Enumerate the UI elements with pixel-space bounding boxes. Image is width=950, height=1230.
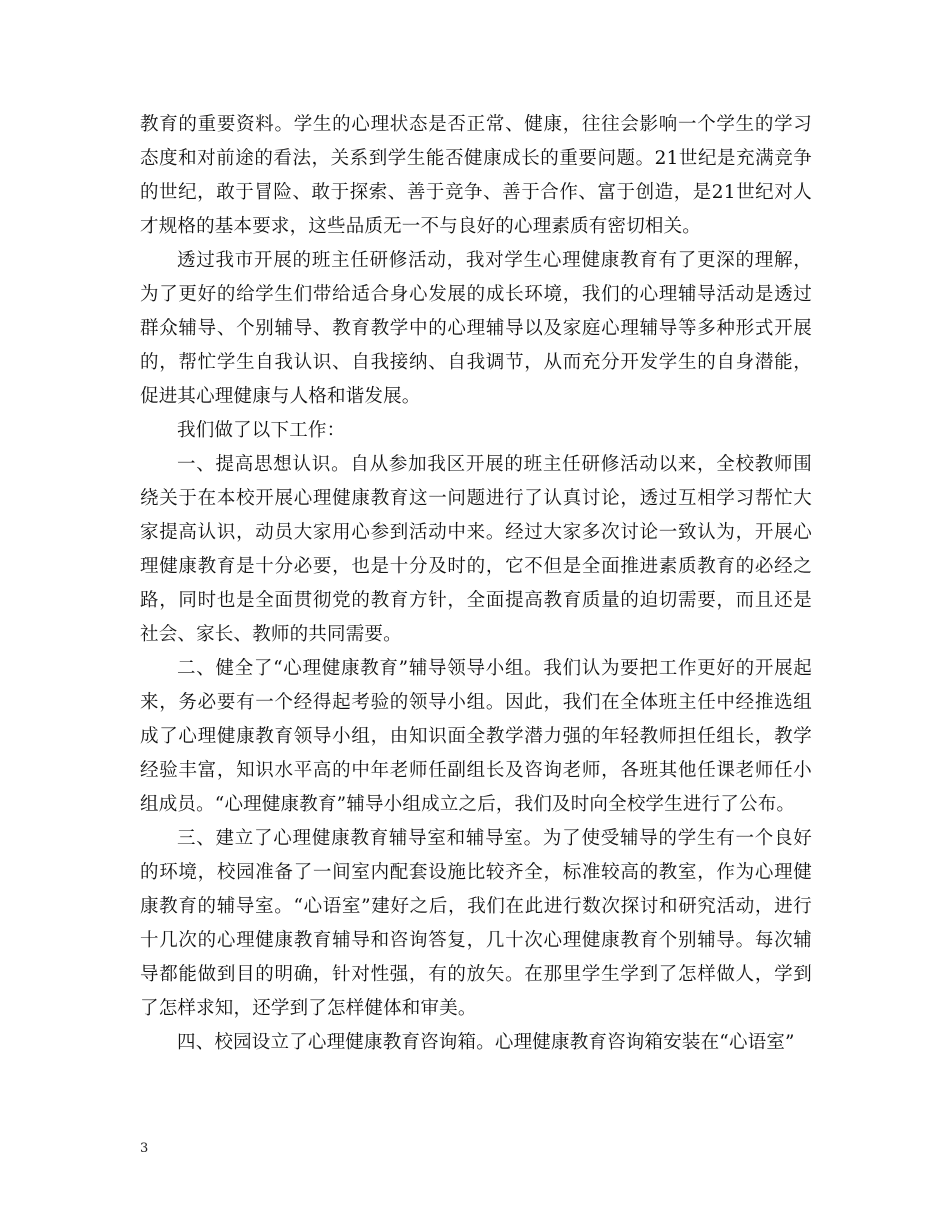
paragraph-1: 教育的重要资料。学生的心理状态是否正常、健康，往往会影响一个学生的学习态度和对前途的看法，关系到学生能否健康成长的重要问题。21世纪是充满竞争的世纪，敢于冒险、敢于探索、善于竞争、善于合作、富于创造，是21世纪对人才规格的基本要求，这些品质无一不与良好的心理素质有密切相关。 [140,114,812,237]
paragraph-6: 三、建立了心理健康教育辅导室和辅导室。为了使受辅导的学生有一个良好的环境，校园准备了一间室内配套设施比较齐全，标准较高的教室，作为心理健康教育的辅导室。“心语室”建好之后，我们在此进行数次探讨和研究活动，进行十几次的心理健康教育辅导和咨询答复，几十次心理健康教育个别辅导。每次辅导都能做到目的明确，针对性强，有的放矢。在那里学生学到了怎样做人，学到了怎样求知，还学到了怎样健体和审美。 [140,828,812,1019]
document-body [140,108,812,1060]
paragraph-3: 我们做了以下工作： [177,420,346,441]
paragraph-7: 四、校园设立了心理健康教育咨询箱。心理健康教育咨询箱安装在“心语室” [177,1032,795,1053]
paragraph-5: 二、健全了“心理健康教育”辅导领导小组。我们认为要把工作更好的开展起来，务必要有一个经得起考验的领导小组。因此，我们在全体班主任中经推选组成了心理健康教育领导小组，由知识面全教学潜力强的年轻教师担任组长，教学经验丰富，知识水平高的中年老师任副组长及咨询老师，各班其他任课老师任小组成员。“心理健康教育”辅导小组成立之后，我们及时向全校学生进行了公布。 [140,658,812,815]
paragraph-4: 一、提高思想认识。自从参加我区开展的班主任研修活动以来，全校教师围绕关于在本校开展心理健康教育这一问题进行了认真讨论，透过互相学习帮忙大家提高认识，动员大家用心参到活动中来。经过大家多次讨论一致认为，开展心理健康教育是十分必要，也是十分及时的，它不但是全面推进素质教育的必经之路，同时也是全面贯彻党的教育方针，全面提高教育质量的迫切需要，而且还是社会、家长、教师的共同需要。 [140,454,812,645]
paragraph-2: 透过我市开展的班主任研修活动，我对学生心理健康教育有了更深的理解，为了更好的给学生们带给适合身心发展的成长环境，我们的心理辅导活动是透过群众辅导、个别辅导、教育教学中的心理辅导以及家庭心理辅导等多种形式开展的，帮忙学生自我认识、自我接纳、自我调节，从而充分开发学生的自身潜能，促进其心理健康与人格和谐发展。 [140,250,812,407]
page-number: 3 [140,1141,149,1156]
